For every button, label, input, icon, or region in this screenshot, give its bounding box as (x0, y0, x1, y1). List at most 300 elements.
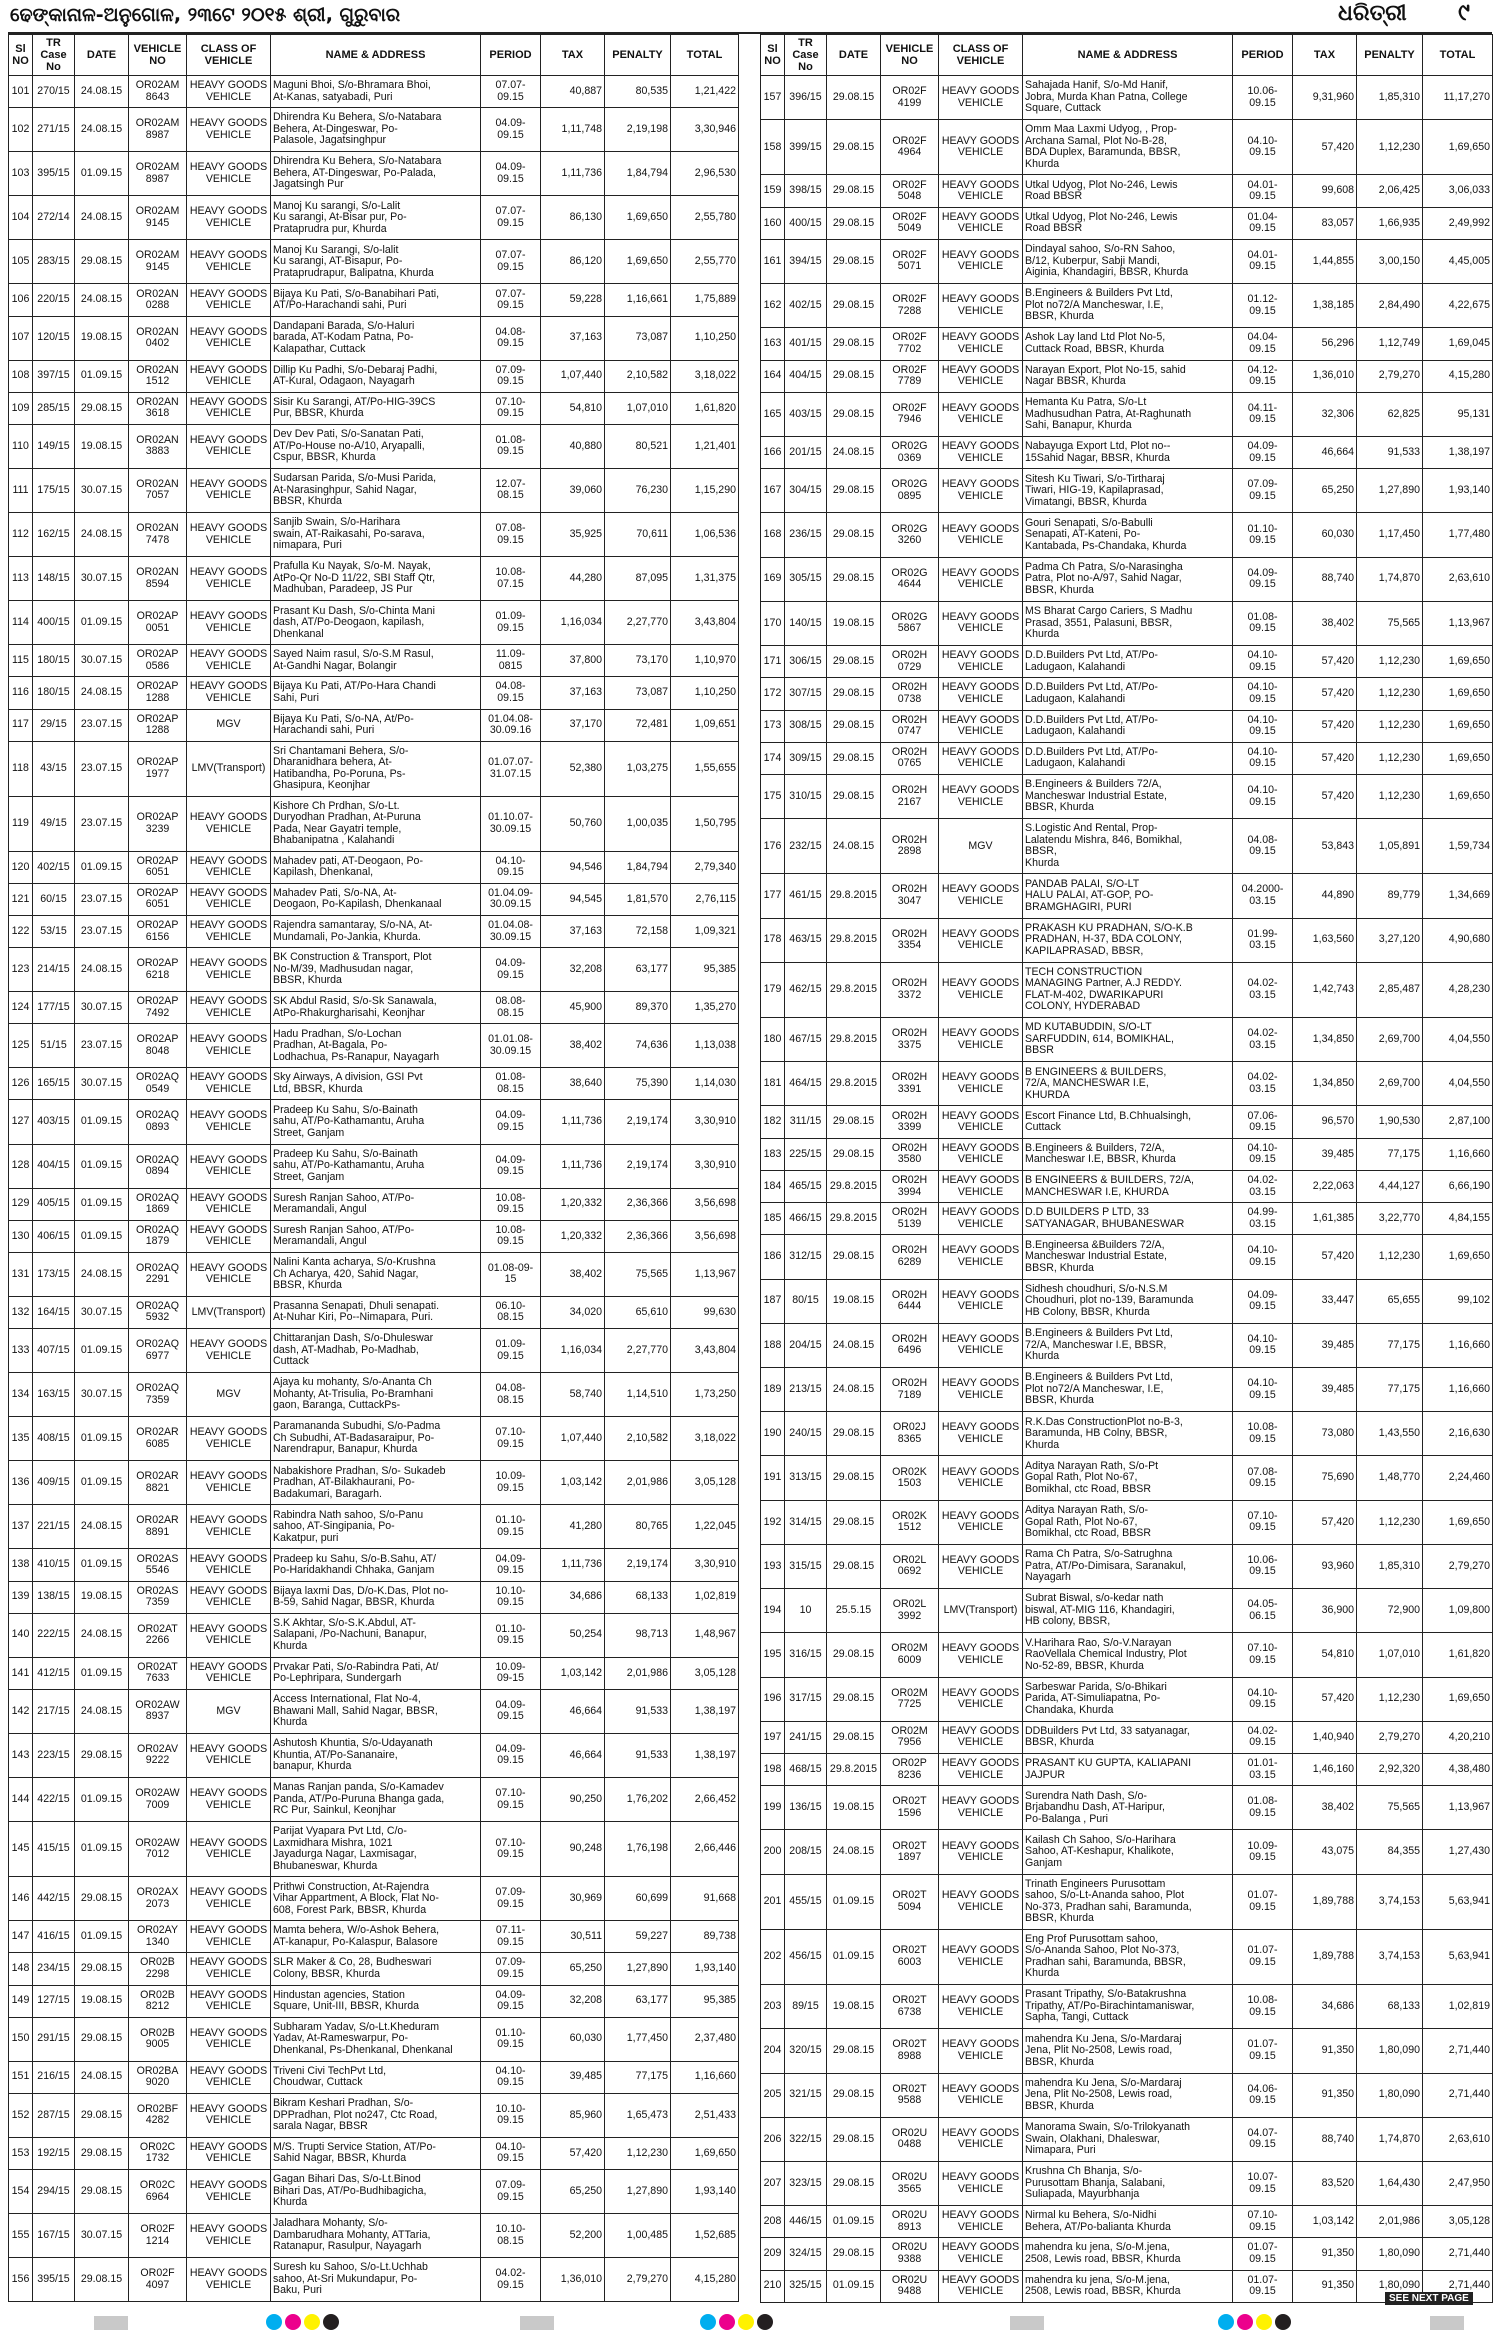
cell-name-address: SLR Maker & Co, 28, Budheswari Colony, BBSR, Khurda (271, 1953, 481, 1985)
cell-sl-no: 132 (9, 1296, 33, 1328)
cell-date: 25.5.15 (827, 1589, 881, 1633)
cell-tax: 1,61,385 (1293, 1203, 1357, 1235)
table-row (761, 1138, 1493, 1170)
cell-tax: 34,020 (541, 1296, 605, 1328)
cell-date: 29.08.15 (827, 513, 881, 557)
cell-vehicle-no: OR02AQ 0549 (129, 1068, 187, 1100)
cell-vehicle-class: MGV (187, 1689, 271, 1733)
cell-vehicle-no: OR02H 7189 (881, 1368, 939, 1412)
cell-vehicle-class: HEAVY GOODS VEHICLE (187, 796, 271, 851)
cell-date: 29.08.15 (827, 1235, 881, 1279)
cell-vehicle-class: HEAVY GOODS VEHICLE (187, 1657, 271, 1689)
cell-penalty: 1,27,890 (605, 2169, 671, 2213)
table-row (761, 469, 1493, 513)
cell-penalty: 1,27,890 (605, 1953, 671, 1985)
cell-name-address: R.K.Das ConstructionPlot no-B-3, Baramunda, HB Colny, BBSR, Khurda (1023, 1412, 1233, 1456)
cell-total: 99,102 (1423, 1279, 1493, 1323)
table-row (761, 513, 1493, 557)
cell-date: 29.08.15 (75, 240, 129, 284)
cell-total: 1,93,140 (671, 2169, 739, 2213)
cell-tr-case-no: 201/15 (785, 436, 827, 468)
cell-tr-case-no: 412/15 (33, 1657, 75, 1689)
cell-tr-case-no: 317/15 (785, 1677, 827, 1721)
cell-penalty: 1,74,870 (1357, 557, 1423, 601)
color-dots (266, 2314, 342, 2332)
cell-name-address: PRAKASH KU PRADHAN, S/O-K.B PRADHAN, H-37, BDA COLONY, KAPILAPRASAD, BBSR, (1023, 918, 1233, 962)
cell-date: 24.08.15 (75, 2061, 129, 2093)
cell-vehicle-no: OR02AN 0402 (129, 316, 187, 360)
cell-sl-no: 115 (9, 645, 33, 677)
table-row (761, 1786, 1493, 1830)
cell-penalty: 73,087 (605, 316, 671, 360)
cell-vehicle-no: OR02M 7956 (881, 1721, 939, 1753)
cell-tax: 39,485 (1293, 1368, 1357, 1412)
cell-vehicle-no: OR02AY 1340 (129, 1921, 187, 1953)
cell-vehicle-no: OR02AS 5546 (129, 1549, 187, 1581)
cell-sl-no: 116 (9, 677, 33, 709)
cell-vehicle-no: OR02F 5049 (881, 207, 939, 239)
cell-tax: 1,40,940 (1293, 1721, 1357, 1753)
table-row (9, 645, 739, 677)
registration-dot (304, 2314, 320, 2330)
cell-tax: 57,420 (1293, 774, 1357, 818)
cell-period: 10.10- 09.15 (481, 2093, 541, 2137)
cell-total: 95,385 (671, 948, 739, 992)
cell-total: 2,79,270 (1423, 1544, 1493, 1588)
cell-vehicle-no: OR02C 6964 (129, 2169, 187, 2213)
cell-total: 1,69,650 (1423, 1235, 1493, 1279)
see-next-page-label: SEE NEXT PAGE (1385, 2292, 1473, 2305)
cell-vehicle-class: HEAVY GOODS VEHICLE (187, 915, 271, 947)
cell-total: 1,13,967 (671, 1252, 739, 1296)
cell-penalty: 2,19,174 (605, 1100, 671, 1144)
cell-tr-case-no: 396/15 (785, 76, 827, 120)
cell-tax: 46,664 (541, 1733, 605, 1777)
cell-sl-no: 143 (9, 1733, 33, 1777)
table-row (9, 741, 739, 796)
cell-total: 1,69,650 (1423, 1677, 1493, 1721)
cell-date: 29.8.2015 (827, 962, 881, 1017)
cell-vehicle-class: MGV (187, 1373, 271, 1417)
cell-date: 29.8.2015 (827, 1018, 881, 1062)
cell-date: 01.09.15 (75, 1822, 129, 1877)
cell-penalty: 2,27,770 (605, 601, 671, 645)
cell-name-address: Rajendra samantaray, S/o-NA, At- Mundamali, Po-Jankia, Khurda. (271, 915, 481, 947)
cell-tax: 37,163 (541, 677, 605, 709)
cell-vehicle-no: OR02AT 7633 (129, 1657, 187, 1689)
cell-total: 6,66,190 (1423, 1170, 1493, 1202)
cell-sl-no: 207 (761, 2161, 785, 2205)
cell-date: 30.07.15 (75, 557, 129, 601)
cell-tax: 65,250 (541, 2169, 605, 2213)
cell-total: 1,93,140 (671, 1953, 739, 1985)
table-row (761, 1106, 1493, 1138)
cell-period: 07.06- 09.15 (1233, 1106, 1293, 1138)
cell-vehicle-class: HEAVY GOODS VEHICLE (939, 1412, 1023, 1456)
cell-name-address: Narayan Export, Plot No-15, sahid Nagar BBSR, Khurda (1023, 360, 1233, 392)
cell-penalty: 75,565 (1357, 1786, 1423, 1830)
cell-total: 1,02,819 (671, 1581, 739, 1613)
cell-period: 10.10- 08.15 (481, 2214, 541, 2258)
cell-sl-no: 195 (761, 1633, 785, 1677)
cell-total: 1,21,422 (671, 76, 739, 108)
cell-name-address: Sisir Ku Sarangi, AT/Po-HIG-39CS Pur, BBSR, Khurda (271, 392, 481, 424)
cell-tr-case-no: 149/15 (33, 424, 75, 468)
cell-tr-case-no: 222/15 (33, 1613, 75, 1657)
table-row (761, 1874, 1493, 1929)
table-row (761, 1500, 1493, 1544)
cell-tr-case-no: 324/15 (785, 2238, 827, 2270)
table-row (9, 2137, 739, 2169)
cell-total: 4,04,550 (1423, 1018, 1493, 1062)
cell-tr-case-no: 271/15 (33, 108, 75, 152)
cell-tr-case-no: 312/15 (785, 1235, 827, 1279)
table-row (9, 1417, 739, 1461)
cell-name-address: B.Engineers & Builders Pvt Ltd, Plot no72/A Mancheswar, I.E, BBSR, Khurda (1023, 284, 1233, 328)
cell-period: 04.09- 09.15 (481, 108, 541, 152)
cell-vehicle-class: HEAVY GOODS VEHICLE (939, 1235, 1023, 1279)
cell-penalty: 2,19,174 (605, 1144, 671, 1188)
cell-total: 3,30,910 (671, 1549, 739, 1581)
table-row (761, 2270, 1493, 2302)
cell-penalty: 2,01,986 (605, 1657, 671, 1689)
cell-period: 01.01.08- 30.09.15 (481, 1024, 541, 1068)
cell-vehicle-class: HEAVY GOODS VEHICLE (939, 2206, 1023, 2238)
cell-tax: 30,969 (541, 1877, 605, 1921)
cell-vehicle-class: HEAVY GOODS VEHICLE (939, 392, 1023, 436)
cell-date: 19.08.15 (75, 316, 129, 360)
cell-penalty: 1,80,090 (1357, 2029, 1423, 2073)
cell-total: 3,30,910 (671, 1144, 739, 1188)
cell-sl-no: 191 (761, 1456, 785, 1500)
cell-sl-no: 194 (761, 1589, 785, 1633)
cell-period: 01.07- 09.15 (1233, 1929, 1293, 1984)
cell-period: 04.09- 09.15 (481, 948, 541, 992)
cell-vehicle-class: HEAVY GOODS VEHICLE (187, 1220, 271, 1252)
cell-name-address: Manorama Swain, S/o-Trilokyanath Swain, Olakhani, Dhaleswar, Nimapara, Puri (1023, 2117, 1233, 2161)
cell-date: 29.08.15 (827, 2238, 881, 2270)
cell-date: 01.09.15 (75, 1220, 129, 1252)
cell-sl-no: 189 (761, 1368, 785, 1412)
cell-name-address: Kishore Ch Prdhan, S/o-Lt. Duryodhan Pradhan, At-Puruna Pada, Near Gayatri temple, Bhabanipatna , Kalahandi (271, 796, 481, 851)
cell-name-address: Surendra Nath Dash, S/o- Brjabandhu Dash, AT-Haripur, Po-Balanga , Puri (1023, 1786, 1233, 1830)
cell-date: 24.08.15 (75, 76, 129, 108)
cell-penalty: 77,175 (1357, 1323, 1423, 1367)
table-row (9, 1822, 739, 1877)
cell-vehicle-class: HEAVY GOODS VEHICLE (187, 1100, 271, 1144)
cell-vehicle-no: OR02H 6496 (881, 1323, 939, 1367)
cell-total: 3,06,033 (1423, 175, 1493, 207)
cell-date: 01.09.15 (75, 1657, 129, 1689)
cell-penalty: 2,06,425 (1357, 175, 1423, 207)
cell-sl-no: 186 (761, 1235, 785, 1279)
cell-tr-case-no: 225/15 (785, 1138, 827, 1170)
cell-vehicle-no: OR02AP 6051 (129, 851, 187, 883)
cell-sl-no: 101 (9, 76, 33, 108)
cell-tax: 32,306 (1293, 392, 1357, 436)
cell-date: 30.07.15 (75, 1296, 129, 1328)
header-penalty: PENALTY (605, 35, 671, 76)
cell-date: 24.08.15 (827, 1830, 881, 1874)
cell-penalty: 98,713 (605, 1613, 671, 1657)
cell-vehicle-class: HEAVY GOODS VEHICLE (939, 175, 1023, 207)
cell-total: 89,738 (671, 1921, 739, 1953)
table-row (9, 677, 739, 709)
cell-penalty: 1,80,090 (1357, 2238, 1423, 2270)
cell-total: 2,49,992 (1423, 207, 1493, 239)
cell-tax: 34,686 (541, 1581, 605, 1613)
cell-penalty: 72,158 (605, 915, 671, 947)
cell-total: 2,63,610 (1423, 557, 1493, 601)
cell-total: 1,69,650 (1423, 774, 1493, 818)
cell-vehicle-class: HEAVY GOODS VEHICLE (187, 424, 271, 468)
cell-sl-no: 170 (761, 601, 785, 645)
cell-date: 23.07.15 (75, 709, 129, 741)
cell-tax: 83,520 (1293, 2161, 1357, 2205)
cell-name-address: Utkal Udyog, Plot No-246, Lewis Road BBSR (1023, 175, 1233, 207)
cell-vehicle-no: OR02H 2167 (881, 774, 939, 818)
table-row (761, 1062, 1493, 1106)
table-row (761, 962, 1493, 1017)
cell-penalty: 1,07,010 (1357, 1633, 1423, 1677)
cell-date: 29.08.15 (827, 2029, 881, 2073)
cell-period: 01.10.07- 30.09.15 (481, 796, 541, 851)
cell-tr-case-no: 462/15 (785, 962, 827, 1017)
cell-date: 24.08.15 (75, 1613, 129, 1657)
cell-name-address: Sky Airways, A division, GSI Pvt Ltd, BBSR, Khurda (271, 1068, 481, 1100)
cell-period: 07.09- 09.15 (481, 1953, 541, 1985)
cell-vehicle-no: OR02AP 0586 (129, 645, 187, 677)
cell-period: 01.04.08- 30.09.16 (481, 709, 541, 741)
registration-dot (285, 2314, 301, 2330)
cell-vehicle-no: OR02K 1512 (881, 1500, 939, 1544)
cell-name-address: Gouri Senapati, S/o-Babulli Senapati, AT-Kateni, Po- Kantabada, Ps-Chandaka, Khurda (1023, 513, 1233, 557)
header-sl-no: Sl NO (9, 35, 33, 76)
cell-total: 1,77,480 (1423, 513, 1493, 557)
cell-date: 30.07.15 (75, 645, 129, 677)
cell-vehicle-class: HEAVY GOODS VEHICLE (939, 918, 1023, 962)
cell-period: 04.09- 09.15 (1233, 557, 1293, 601)
cell-sl-no: 164 (761, 360, 785, 392)
cell-total: 2,66,452 (671, 1778, 739, 1822)
table-row (761, 1170, 1493, 1202)
cell-date: 29.08.15 (75, 2137, 129, 2169)
table-row (761, 774, 1493, 818)
table-row (9, 152, 739, 196)
table-row (761, 1235, 1493, 1279)
cell-vehicle-no: OR02P 8236 (881, 1753, 939, 1785)
cell-date: 23.07.15 (75, 915, 129, 947)
cell-sl-no: 208 (761, 2206, 785, 2238)
cell-date: 29.08.15 (827, 1544, 881, 1588)
cell-vehicle-no: OR02G 4644 (881, 557, 939, 601)
cell-total: 1,22,045 (671, 1505, 739, 1549)
cell-total: 2,87,100 (1423, 1106, 1493, 1138)
cell-sl-no: 162 (761, 284, 785, 328)
cell-tax: 38,402 (541, 1252, 605, 1296)
cell-penalty: 1,69,650 (605, 196, 671, 240)
cell-penalty: 2,84,490 (1357, 284, 1423, 328)
cell-name-address: Manoj Ku sarangi, S/o-Lalit Ku sarangi, At-Bisar pur, Po- Prataprudra pur, Khurda (271, 196, 481, 240)
table-row (9, 1024, 739, 1068)
cell-name-address: Rama Ch Patra, S/o-Satrughna Patra, AT/Po-Dimisara, Saranakul, Nayagarh (1023, 1544, 1233, 1588)
cell-penalty: 2,85,487 (1357, 962, 1423, 1017)
cell-total: 1,69,045 (1423, 328, 1493, 360)
cell-sl-no: 113 (9, 557, 33, 601)
cell-period: 04.04- 09.15 (1233, 328, 1293, 360)
cell-total: 1,16,660 (1423, 1368, 1493, 1412)
cell-tr-case-no: 214/15 (33, 948, 75, 992)
cell-tr-case-no: 465/15 (785, 1170, 827, 1202)
cell-tr-case-no: 311/15 (785, 1106, 827, 1138)
cell-date: 29.8.2015 (827, 1753, 881, 1785)
cell-tax: 34,686 (1293, 1985, 1357, 2029)
cell-tax: 52,380 (541, 741, 605, 796)
cell-period: 04.10- 09.15 (1233, 1235, 1293, 1279)
table-row (761, 1279, 1493, 1323)
cell-date: 29.08.15 (827, 1633, 881, 1677)
cell-tr-case-no: 307/15 (785, 678, 827, 710)
cell-tr-case-no: 402/15 (785, 284, 827, 328)
cell-vehicle-no: OR02H 2898 (881, 819, 939, 874)
header-total: TOTAL (1423, 35, 1493, 76)
cell-sl-no: 210 (761, 2270, 785, 2302)
cell-period: 04.09- 09.15 (1233, 1279, 1293, 1323)
cell-sl-no: 131 (9, 1252, 33, 1296)
table-row (761, 120, 1493, 175)
cell-tr-case-no: 285/15 (33, 392, 75, 424)
cell-penalty: 1,12,749 (1357, 328, 1423, 360)
cell-tax: 1,36,010 (1293, 360, 1357, 392)
registration-dot (738, 2314, 754, 2330)
cell-date: 24.08.15 (827, 819, 881, 874)
cell-vehicle-no: OR02AP 8048 (129, 1024, 187, 1068)
table-row (761, 360, 1493, 392)
cell-period: 10.08- 09.15 (1233, 1412, 1293, 1456)
cell-penalty: 1,81,570 (605, 883, 671, 915)
cell-sl-no: 138 (9, 1549, 33, 1581)
cell-vehicle-no: OR02F 7946 (881, 392, 939, 436)
cell-tax: 38,402 (541, 1024, 605, 1068)
cell-name-address: Nalini Kanta acharya, S/o-Krushna Ch Acharya, 420, Sahid Nagar, BBSR, Khurda (271, 1252, 481, 1296)
cell-penalty: 91,533 (605, 1689, 671, 1733)
cell-vehicle-no: OR02B 2298 (129, 1953, 187, 1985)
cell-vehicle-class: HEAVY GOODS VEHICLE (187, 1985, 271, 2017)
table-row (9, 284, 739, 316)
cell-date: 24.08.15 (827, 1368, 881, 1412)
cell-vehicle-no: OR02H 5139 (881, 1203, 939, 1235)
table-row (761, 1677, 1493, 1721)
cell-total: 4,45,005 (1423, 239, 1493, 283)
cell-period: 07.10- 09.15 (481, 1822, 541, 1877)
cell-penalty: 72,481 (605, 709, 671, 741)
cell-date: 30.07.15 (75, 2214, 129, 2258)
cell-name-address: Aditya Narayan Rath, S/o-Pt Gopal Rath, Plot No-67, Bomikhal, ctc Road, BBSR (1023, 1456, 1233, 1500)
cell-vehicle-no: OR02AM 8987 (129, 152, 187, 196)
cell-tr-case-no: 304/15 (785, 469, 827, 513)
cell-date: 29.08.15 (827, 1106, 881, 1138)
cell-penalty: 84,355 (1357, 1830, 1423, 1874)
cell-name-address: Maguni Bhoi, S/o-Bhramara Bhoi, At-Kanas, satyabadi, Puri (271, 76, 481, 108)
cell-date: 29.08.15 (75, 2169, 129, 2213)
cell-period: 04.06- 09.15 (1233, 2073, 1293, 2117)
cell-date: 30.07.15 (75, 1068, 129, 1100)
cell-vehicle-no: OR02AW 7012 (129, 1822, 187, 1877)
cell-date: 29.8.2015 (827, 874, 881, 918)
cell-name-address: Mahadev Pati, S/o-NA, At- Deogaon, Po-Kapilash, Dhenkanaal (271, 883, 481, 915)
cell-period: 07.10- 09.15 (481, 1417, 541, 1461)
cell-sl-no: 192 (761, 1500, 785, 1544)
table-row (9, 392, 739, 424)
cell-tr-case-no: 455/15 (785, 1874, 827, 1929)
registration-dot (1237, 2314, 1253, 2330)
cell-vehicle-no: OR02M 6009 (881, 1633, 939, 1677)
cell-sl-no: 151 (9, 2061, 33, 2093)
registration-dot (700, 2314, 716, 2330)
cell-penalty: 75,565 (1357, 601, 1423, 645)
cell-vehicle-class: HEAVY GOODS VEHICLE (939, 2238, 1023, 2270)
cell-vehicle-no: OR02T 6003 (881, 1929, 939, 1984)
table-body-left (9, 76, 739, 2302)
cell-vehicle-no: OR02H 0729 (881, 646, 939, 678)
cell-name-address: Manoj Ku Sarangi, S/o-lalit Ku sarangi, AT-Bisapur, Po- Prataprudrapur, Balipatna, Khurda (271, 240, 481, 284)
cell-period: 07.10- 09.15 (1233, 1500, 1293, 1544)
cell-tax: 57,420 (1293, 710, 1357, 742)
cell-vehicle-no: OR02H 0765 (881, 742, 939, 774)
cell-tax: 85,960 (541, 2093, 605, 2137)
cell-sl-no: 123 (9, 948, 33, 992)
cell-total: 2,37,480 (671, 2017, 739, 2061)
table-row (761, 207, 1493, 239)
cell-period: 01.09- 09.15 (481, 1329, 541, 1373)
cell-vehicle-no: OR02AN 0288 (129, 284, 187, 316)
table-row (9, 2093, 739, 2137)
cell-name-address: Chittaranjan Dash, S/o-Dhuleswar dash, AT-Madhab, Po-Madhab, Cuttack (271, 1329, 481, 1373)
table-row (761, 2161, 1493, 2205)
cell-penalty: 2,19,174 (605, 1549, 671, 1581)
cell-penalty: 1,16,661 (605, 284, 671, 316)
cell-vehicle-no: OR02F 7789 (881, 360, 939, 392)
cell-period: 04.10- 09.15 (1233, 678, 1293, 710)
cell-tax: 44,890 (1293, 874, 1357, 918)
cell-penalty: 89,779 (1357, 874, 1423, 918)
cell-vehicle-no: OR02U 3565 (881, 2161, 939, 2205)
cell-penalty: 1,12,230 (605, 2137, 671, 2169)
newspaper-brand-logo: ଧରିତ୍ରୀ (1338, 0, 1407, 26)
header-tr-case-no: TR Case No (785, 35, 827, 76)
cell-vehicle-no: OR02U 9488 (881, 2270, 939, 2302)
cell-name-address: Jaladhara Mohanty, S/o- Dambarudhara Mohanty, ATTaria, Ratanapur, Rasulpur, Nayagarh (271, 2214, 481, 2258)
cell-tax: 1,07,440 (541, 1417, 605, 1461)
cell-name-address: DDBuilders Pvt Ltd, 33 satyanagar, BBSR, Khurda (1023, 1721, 1233, 1753)
cell-tax: 88,740 (1293, 557, 1357, 601)
table-row (761, 742, 1493, 774)
cell-tr-case-no: 221/15 (33, 1505, 75, 1549)
cell-tr-case-no: 291/15 (33, 2017, 75, 2061)
cell-penalty: 3,74,153 (1357, 1874, 1423, 1929)
cell-vehicle-class: HEAVY GOODS VEHICLE (939, 513, 1023, 557)
cell-period: 04.01- 09.15 (1233, 175, 1293, 207)
cell-vehicle-class: HEAVY GOODS VEHICLE (187, 284, 271, 316)
cell-name-address: Dillip Ku Padhi, S/o-Debaraj Padhi, AT-Kural, Odagaon, Nayagarh (271, 360, 481, 392)
table-row (9, 2258, 739, 2302)
cell-vehicle-no: OR02AP 7492 (129, 992, 187, 1024)
table-row (9, 557, 739, 601)
table-row (9, 468, 739, 512)
table-row (9, 1581, 739, 1613)
cell-tax: 94,545 (541, 883, 605, 915)
cell-penalty: 77,175 (605, 2061, 671, 2093)
